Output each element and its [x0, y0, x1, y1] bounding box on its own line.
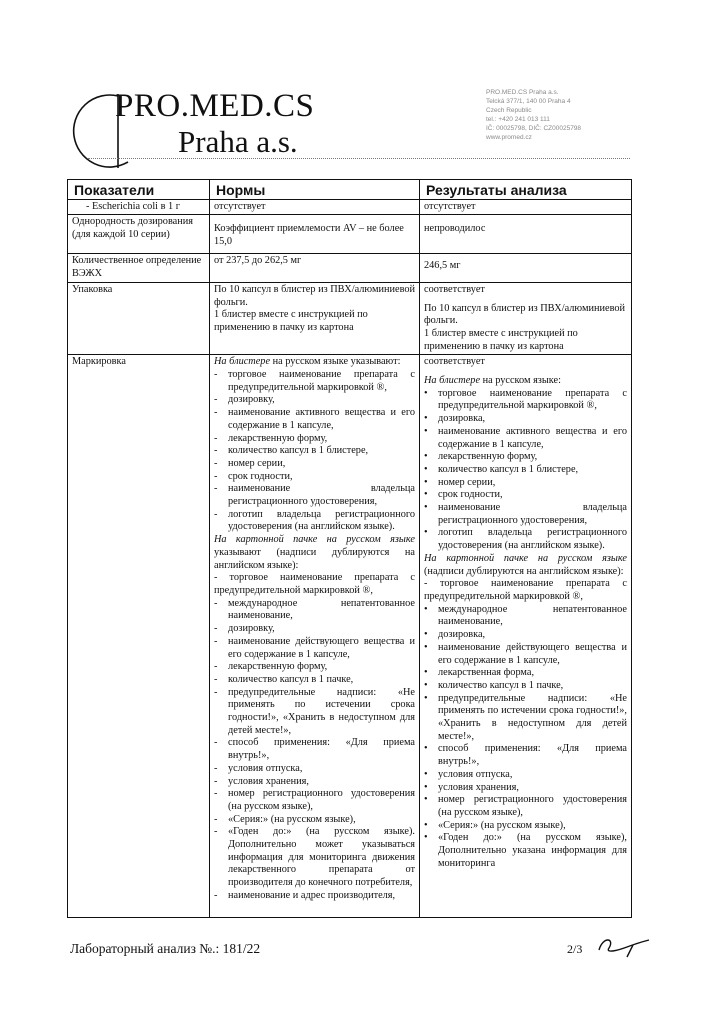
col-header-indicators: Показатели [68, 180, 210, 200]
row-result [420, 282, 632, 355]
list-item-text: «Годен до:» (на русском языке). Дополнительно может указываться информация для мониторинга движения лекарственного препарата от производителя до конечного потребителя, [228, 826, 415, 889]
result-list-1 [424, 388, 627, 553]
bullet-marker: • [424, 679, 428, 691]
bullet-marker: - [214, 445, 218, 457]
row-result: 246,5 мг [420, 254, 632, 282]
table-row [68, 282, 632, 355]
list-item-text: дозировка, [438, 629, 486, 641]
list-item-text: способ применения: «Для приема внутрь!», [228, 737, 415, 762]
bullet-marker: • [424, 413, 428, 425]
list-item-text: лекарственную форму, [438, 451, 538, 463]
list-item-text: количество капсул в 1 пачке, [228, 673, 354, 685]
bullet-marker: • [424, 641, 428, 653]
list-item [214, 674, 415, 687]
result-intro2-italic: На картонной пачке на русском языке [424, 552, 627, 564]
list-item-text: номер серии, [228, 457, 286, 469]
list-item-text: «Серия:» (на русском языке), [438, 819, 566, 831]
list-item [424, 629, 627, 642]
list-item-text: наименование активного вещества и его содержание в 1 капсуле, [438, 425, 627, 450]
bullet-marker: - [214, 407, 218, 419]
row-name: Упаковка [68, 282, 210, 355]
bullet-marker: • [424, 502, 428, 514]
bullet-marker: - [214, 394, 218, 406]
list-item [424, 451, 627, 464]
header-divider [88, 158, 630, 159]
table-header-row [68, 180, 632, 200]
list-item-text: номер регистрационного удостоверения (на русском языке), [438, 794, 627, 818]
row-name: Маркировка [68, 355, 210, 918]
bullet-marker: • [424, 768, 428, 780]
norm-list-1 [214, 369, 415, 534]
bullet-marker: - [214, 457, 218, 469]
list-item [424, 477, 627, 490]
bullet-marker: • [424, 667, 428, 679]
company-logo [70, 80, 320, 170]
list-item [424, 680, 627, 693]
row-name: - Escherichia coli в 1 г [68, 199, 210, 215]
norm-intro-text: на русском языке указывают: [272, 356, 401, 368]
norm-line: По 10 капсул в блистер из ПВХ/алюминиевой фольги. [214, 283, 416, 308]
logo-line-1: PRO.MED.CS [115, 88, 315, 124]
list-item [424, 489, 627, 502]
norm-intro [214, 356, 415, 369]
list-item [214, 763, 415, 776]
list-item [424, 782, 627, 795]
norm-list-2 [214, 598, 415, 903]
list-item [424, 413, 627, 426]
list-item [424, 832, 627, 870]
row-norm: отсутствует [210, 199, 420, 215]
list-item [214, 598, 415, 623]
list-item-text: способ применения: «Для приема внутрь!», [438, 743, 627, 768]
bullet-marker: • [424, 819, 428, 831]
logo-line-2: Praha a.s. [178, 124, 298, 159]
list-item-text: наименование владельца регистрационного удостоверения, [438, 502, 627, 526]
bullet-marker: - [214, 635, 218, 647]
list-item-text: «Годен до:» (на русском языке), Дополнительно указана информация для мониторинга [438, 832, 627, 869]
row-norm: Коэффициент приемлемости AV – не более 15,0 [210, 215, 420, 254]
list-item-text: дозировку, [228, 394, 275, 406]
bullet-marker: - [214, 470, 218, 482]
result-intro-text: на русском языке: [482, 375, 561, 387]
bullet-marker: • [424, 743, 428, 755]
bullet-marker: • [424, 603, 428, 615]
list-item-text: международное непатентованное наименование, [438, 603, 627, 628]
row-norm: от 237,5 до 262,5 мг [210, 254, 420, 282]
result-intro [424, 375, 627, 388]
list-item-text: наименование владельца регистрационного удостоверения, [228, 483, 415, 508]
bullet-marker: • [424, 489, 428, 501]
list-item-text: номер серии, [438, 476, 496, 488]
list-item [424, 667, 627, 680]
list-item-text: условия хранения, [228, 775, 309, 787]
list-item-text: дозировку, [228, 623, 275, 635]
table-row [68, 355, 632, 918]
list-item-text: предупредительные надписи: «Не применять по истечении срока годности!», «Хранить в недоступном для детей месте!», [228, 686, 415, 736]
list-item [214, 623, 415, 636]
row-name: Однородность дозирования (для каждой 10 серии) [68, 215, 210, 254]
row-result: отсутствует [420, 199, 632, 215]
table-row [68, 199, 632, 215]
address-line: www.promed.cz [486, 134, 532, 141]
list-item-text: предупредительные надписи: «Не применять по истечении срока годности!», «Хранить в недоступном для детей месте!», [438, 692, 627, 742]
result-status: соответствует [424, 283, 485, 295]
list-item [214, 509, 415, 534]
analysis-number: Лабораторный анализ №.: 181/22 [70, 941, 261, 956]
col-header-results: Результаты анализа [420, 180, 632, 200]
bullet-marker: • [424, 451, 428, 463]
list-item [424, 527, 627, 552]
bullet-marker: - [214, 508, 218, 520]
signature-icon [593, 930, 653, 960]
bullet-marker: • [424, 781, 428, 793]
bullet-marker: - [214, 686, 218, 698]
bullet-marker: • [424, 425, 428, 437]
list-item [214, 826, 415, 890]
norm-intro2-italic: На картонной пачке на русском языке [214, 534, 415, 546]
list-item-text: лекарственная форма, [438, 667, 535, 679]
result-status: соответствует [424, 356, 485, 368]
list-item [424, 693, 627, 744]
list-item-text: торговое наименование препарата с предупредительной маркировкой ®, [228, 369, 415, 393]
list-item [214, 890, 415, 903]
list-item-text: наименование действующего вещества и его содержание в 1 капсуле, [438, 641, 627, 666]
list-item [214, 661, 415, 674]
list-item [214, 445, 415, 458]
bullet-marker: - [214, 889, 218, 901]
list-item-text: лекарственную форму, [228, 661, 328, 673]
list-item-text: международное непатентованное наименование, [228, 597, 415, 622]
bullet-marker: - [214, 775, 218, 787]
list-item-text: наименование активного вещества и его содержание в 1 капсуле, [228, 407, 415, 431]
list-item [214, 407, 415, 432]
list-item [424, 502, 627, 527]
list-item [424, 743, 627, 768]
company-address [486, 88, 646, 142]
bullet-marker: - [214, 597, 218, 609]
bullet-marker: - [214, 661, 218, 673]
list-item-text: условия отпуска, [228, 762, 303, 774]
list-item [424, 794, 627, 819]
analysis-table [67, 179, 632, 918]
norm-intro-2 [214, 534, 415, 572]
list-item [214, 776, 415, 789]
bullet-marker: - [214, 483, 218, 495]
norm-line: 1 блистер вместе с инструкцией по применению в пачку из картона [214, 309, 368, 333]
list-item [214, 737, 415, 762]
list-item-text: лекарственную форму, [228, 432, 328, 444]
norm-intro2-text: указывают (надписи дублируются на английском языке): [214, 546, 415, 571]
list-item [424, 464, 627, 477]
row-name: Количественное определение ВЭЖХ [68, 254, 210, 282]
list-item-text: логотип владельца регистрационного удостоверения (на английском языке). [228, 508, 415, 533]
list-item [214, 433, 415, 446]
norm-lead-2: - торговое наименование препарата с предупредительной маркировкой ®, [214, 572, 415, 596]
table-row [68, 254, 632, 282]
list-item-text: количество капсул в 1 блистере, [438, 463, 579, 475]
result-list-2 [424, 604, 627, 871]
list-item-text: срок годности, [228, 470, 293, 482]
list-item [214, 788, 415, 813]
list-item [214, 636, 415, 661]
bullet-marker: • [424, 463, 428, 475]
list-item-text: условия отпуска, [438, 768, 513, 780]
result-lead-2: - торговое наименование препарата с предупредительной маркировкой ®, [424, 578, 627, 602]
result-intro-2 [424, 553, 627, 578]
address-line: Telcká 377/1, 140 00 Praha 4 [486, 98, 571, 105]
bullet-marker: - [214, 369, 218, 381]
address-line: PRO.MED.CS Praha a.s. [486, 89, 559, 96]
list-item [424, 769, 627, 782]
bullet-marker: • [424, 387, 428, 399]
list-item [424, 642, 627, 667]
address-line: tel.: +420 241 013 111 [486, 116, 550, 123]
result-line: По 10 капсул в блистер из ПВХ/алюминиевой фольги. [424, 302, 626, 327]
list-item-text: срок годности, [438, 489, 503, 501]
list-item [214, 471, 415, 484]
row-norm [210, 282, 420, 355]
page-number: 2/3 [567, 942, 583, 956]
list-item [424, 820, 627, 833]
table-row [68, 215, 632, 254]
list-item [424, 426, 627, 451]
bullet-marker: - [214, 813, 218, 825]
bullet-marker: - [214, 826, 218, 838]
bullet-marker: • [424, 794, 428, 806]
list-item [214, 369, 415, 394]
address-line: Czech Republic [486, 107, 532, 114]
row-result: непроводилос [420, 215, 632, 254]
bullet-marker: • [424, 832, 428, 844]
result-line: 1 блистер вместе с инструкцией по применению в пачку из картона [424, 327, 578, 352]
list-item-text: количество капсул в 1 пачке, [438, 679, 564, 691]
list-item [214, 394, 415, 407]
bullet-marker: - [214, 737, 218, 749]
list-item [214, 483, 415, 508]
bullet-marker: - [214, 673, 218, 685]
list-item-text: наименование и адрес производителя, [228, 889, 396, 901]
list-item [424, 388, 627, 413]
row-norm [210, 355, 420, 918]
list-item-text: торговое наименование препарата с предупредительной маркировкой ®, [438, 387, 627, 412]
bullet-marker: • [424, 476, 428, 488]
list-item [424, 604, 627, 629]
col-header-norms: Нормы [210, 180, 420, 200]
bullet-marker: - [214, 432, 218, 444]
bullet-marker: • [424, 629, 428, 641]
list-item [214, 814, 415, 827]
result-intro2-text: (надписи дублируются на английском языке): [424, 565, 624, 577]
list-item-text: «Серия:» (на русском языке), [228, 813, 356, 825]
bullet-marker: - [214, 788, 218, 800]
list-item-text: номер регистрационного удостоверения (на русском языке), [228, 788, 415, 812]
list-item-text: количество капсул в 1 блистере, [228, 445, 369, 457]
bullet-marker: • [424, 692, 428, 704]
result-intro-italic: На блистере [424, 375, 481, 387]
address-line: IČ: 00025798, DIČ: CZ00025798 [486, 125, 582, 132]
list-item [214, 458, 415, 471]
row-result [420, 355, 632, 918]
list-item-text: дозировка, [438, 413, 486, 425]
list-item-text: логотип владельца регистрационного удостоверения (на английском языке). [438, 527, 627, 552]
bullet-marker: - [214, 623, 218, 635]
bullet-marker: • [424, 527, 428, 539]
norm-intro-italic: На блистере [214, 356, 271, 368]
bullet-marker: - [214, 762, 218, 774]
list-item-text: наименование действующего вещества и его содержание в 1 капсуле, [228, 635, 415, 660]
list-item-text: условия хранения, [438, 781, 519, 793]
list-item [214, 687, 415, 738]
